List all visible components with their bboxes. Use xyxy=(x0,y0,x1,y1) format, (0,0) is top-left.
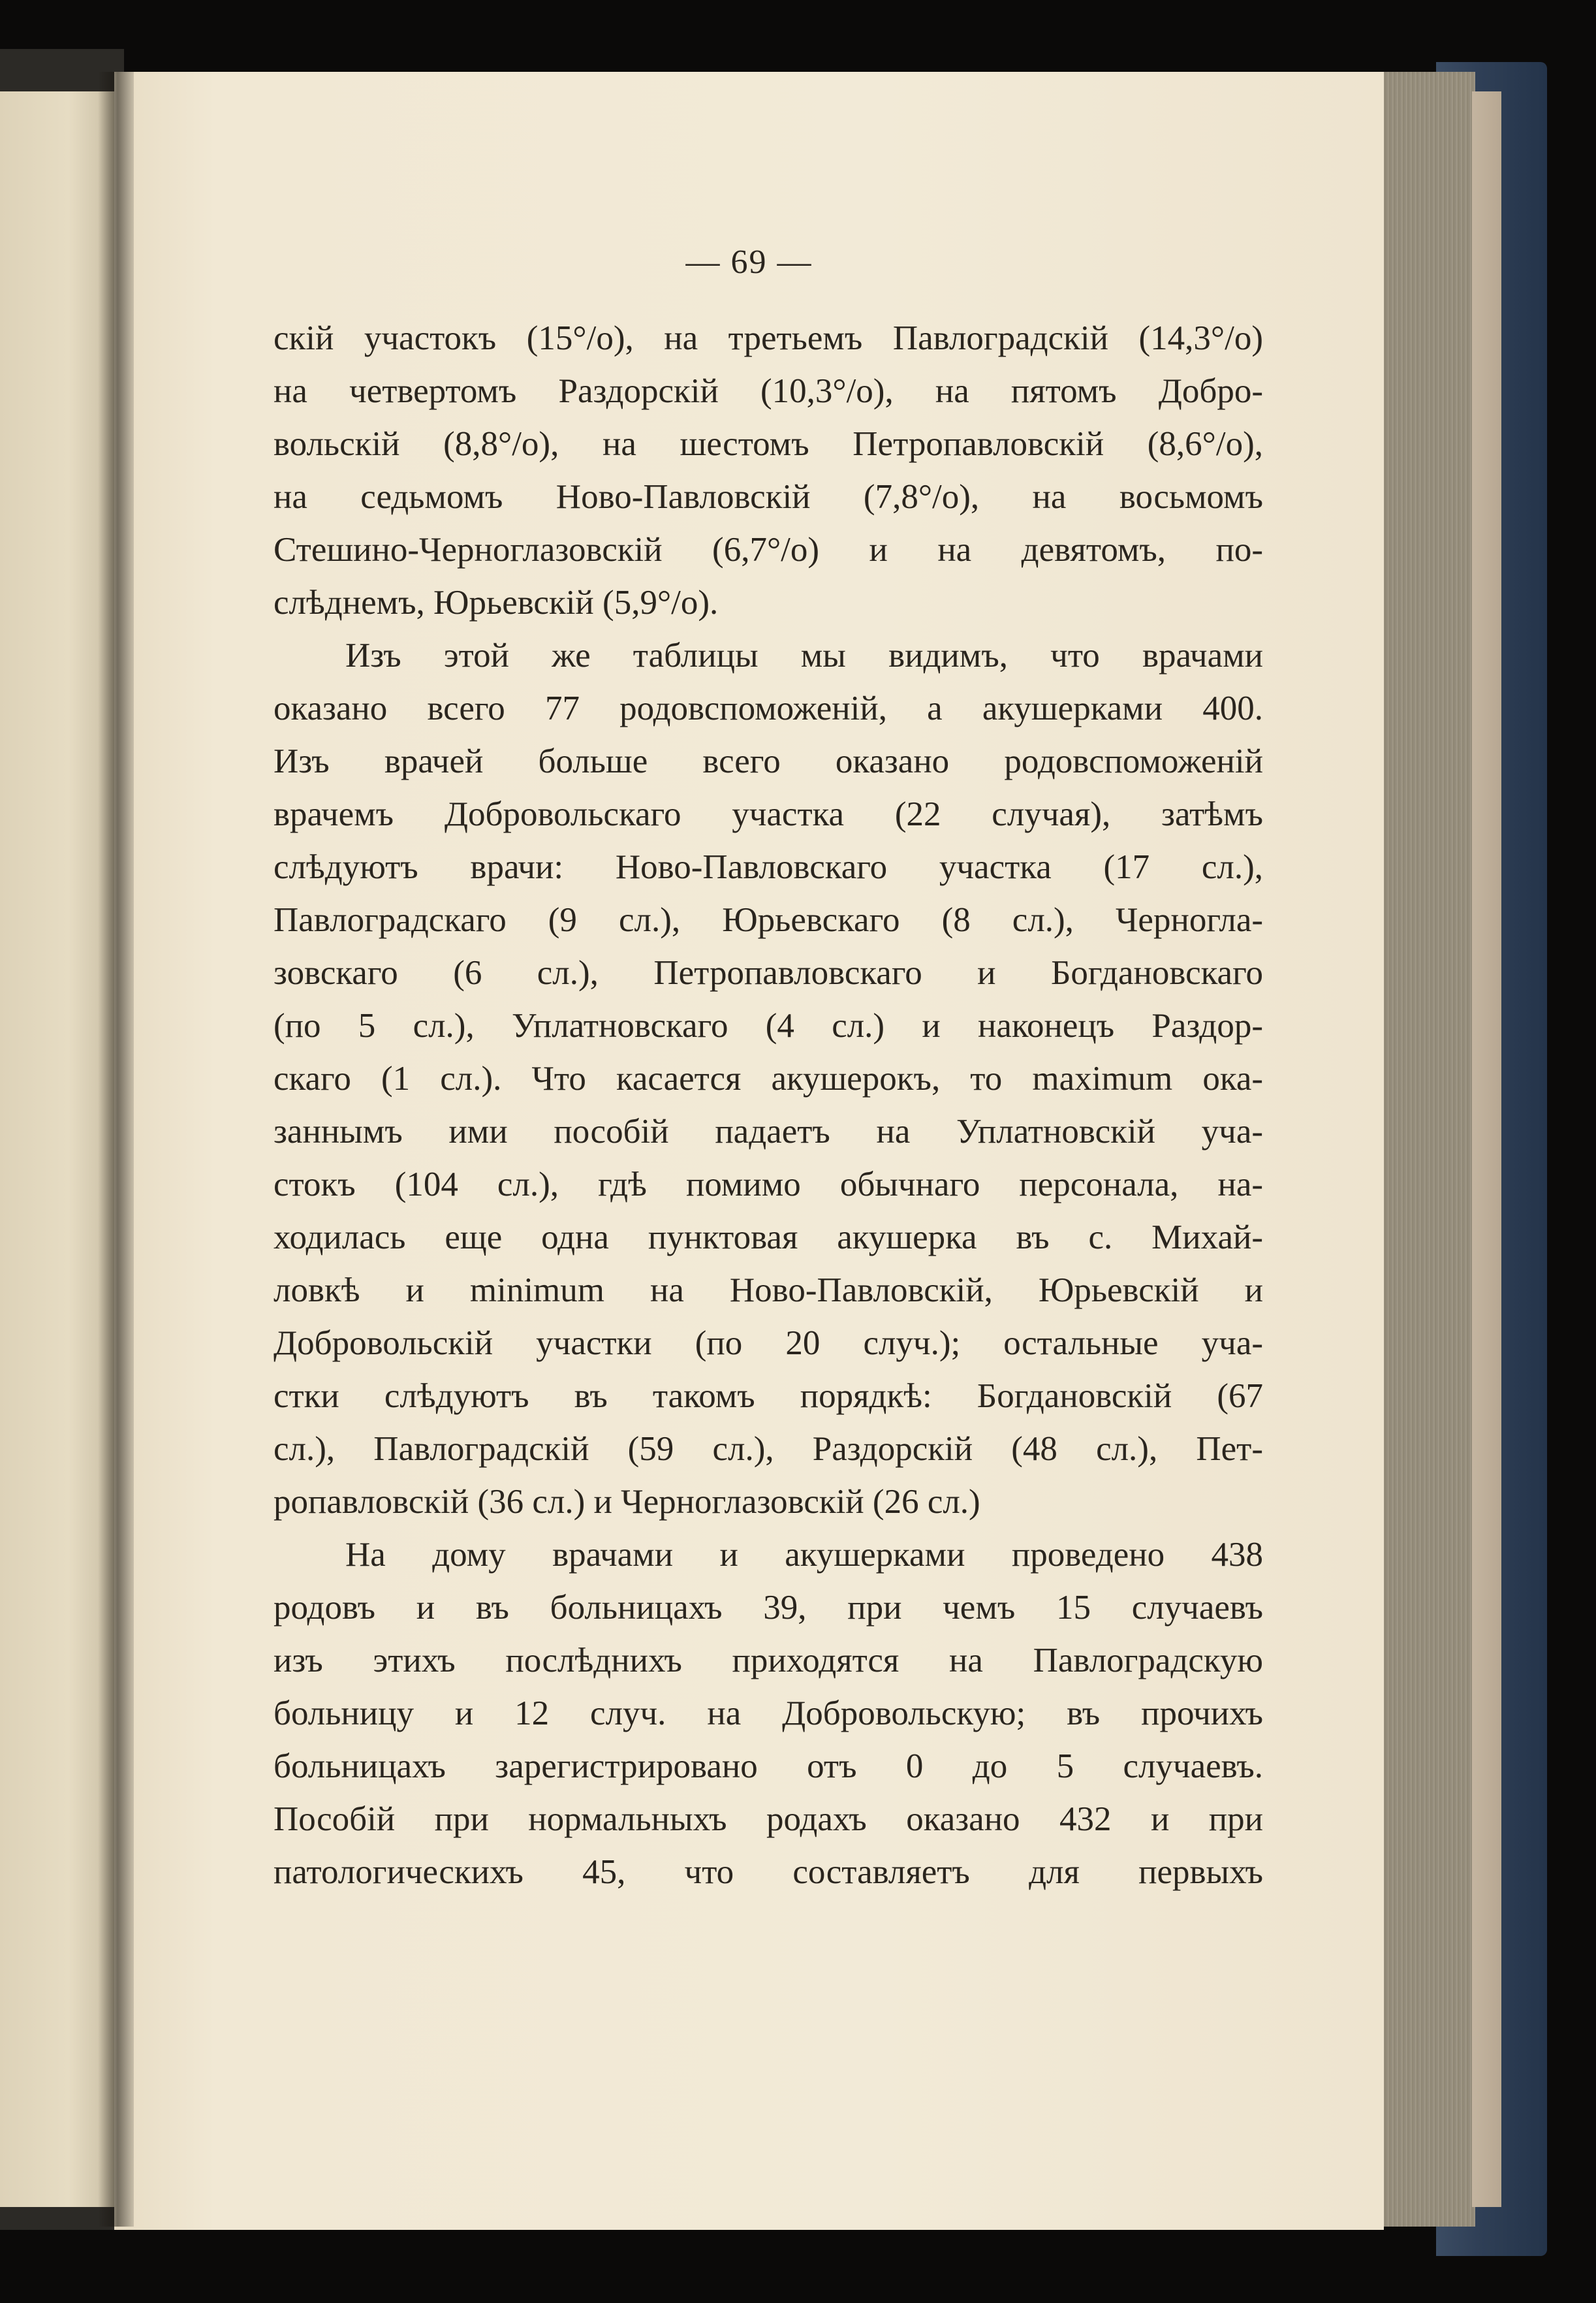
text-line: слѣднемъ, Юрьевскій (5,9°/о). xyxy=(274,584,719,622)
text-line: Добровольскій участки (по 20 случ.); остальные уча- xyxy=(274,1324,1263,1362)
page-edge-stack xyxy=(1377,72,1475,2227)
paragraph-first-line: На дому врачами и акушерками проведено 438 xyxy=(345,1536,1263,1574)
previous-page-edge xyxy=(0,91,114,2207)
text-line: на четвертомъ Раздорскій (10,3°/о), на пятомъ Добро- xyxy=(274,372,1263,410)
paragraph-first-line: Изъ этой же таблицы мы видимъ, что врачами xyxy=(345,637,1263,675)
text-line: стки слѣдуютъ въ такомъ порядкѣ: Богдановскій (67 xyxy=(274,1377,1263,1415)
text-line: родовъ и въ больницахъ 39, при чемъ 15 случаевъ xyxy=(274,1589,1263,1627)
text-line: Изъ врачей больше всего оказано родовспоможеній xyxy=(274,742,1263,780)
text-line: ропавловскій (36 сл.) и Черноглазовскій (26 сл.) xyxy=(274,1483,980,1521)
text-line: Павлоградскаго (9 сл.), Юрьевскаго (8 сл.), Черногла- xyxy=(274,901,1263,939)
text-line: Пособій при нормальныхъ родахъ оказано 432 и при xyxy=(274,1800,1263,1838)
text-line: сл.), Павлоградскій (59 сл.), Раздорскій (48 сл.), Пет- xyxy=(274,1430,1263,1468)
text-line: (по 5 сл.), Уплатновскаго (4 сл.) и наконецъ Раздор- xyxy=(274,1007,1263,1045)
text-line: изъ этихъ послѣднихъ приходятся на Павлоградскую xyxy=(274,1642,1263,1679)
text-line: ловкѣ и minimum на Ново-Павловскій, Юрьевскій и xyxy=(274,1271,1263,1309)
text-line: Стешино-Черноглазовскій (6,7°/о) и на девятомъ, по- xyxy=(274,531,1263,569)
book-page xyxy=(114,72,1384,2230)
text-line: вольскій (8,8°/о), на шестомъ Петропавловскій (8,6°/о), xyxy=(274,425,1263,463)
text-line: на седьмомъ Ново-Павловскій (7,8°/о), на восьмомъ xyxy=(274,478,1263,516)
text-line: зовскаго (6 сл.), Петропавловскаго и Богдановскаго xyxy=(274,954,1263,992)
text-line: стокъ (104 сл.), гдѣ помимо обычнаго персонала, на- xyxy=(274,1166,1263,1203)
text-line: скаго (1 сл.). Что касается акушерокъ, то maximum ока- xyxy=(274,1060,1263,1098)
text-line: скій участокъ (15°/о), на третьемъ Павлоградскій (14,3°/о) xyxy=(274,319,1263,357)
gutter-shadow xyxy=(98,72,134,2227)
text-line: больницу и 12 случ. на Добровольскую; въ прочихъ xyxy=(274,1694,1263,1732)
text-line: патологическихъ 45, что составляетъ для первыхъ xyxy=(274,1853,1263,1891)
text-line: больницахъ зарегистрировано отъ 0 до 5 случаевъ. xyxy=(274,1747,1263,1785)
text-line: ходилась еще одна пунктовая акушерка въ с. Михай- xyxy=(274,1218,1263,1256)
page-number: — 69 — xyxy=(685,244,813,281)
page-text xyxy=(274,312,1263,1899)
endpaper-edge xyxy=(1472,91,1501,2207)
text-line: заннымъ ими пособій падаетъ на Уплатновскій уча- xyxy=(274,1113,1263,1151)
text-line: слѣдуютъ врачи: Ново-Павловскаго участка (17 сл.), xyxy=(274,848,1263,886)
text-line: оказано всего 77 родовспоможеній, а акушерками 400. xyxy=(274,690,1263,727)
text-line: врачемъ Добровольскаго участка (22 случая), затѣмъ xyxy=(274,795,1263,833)
